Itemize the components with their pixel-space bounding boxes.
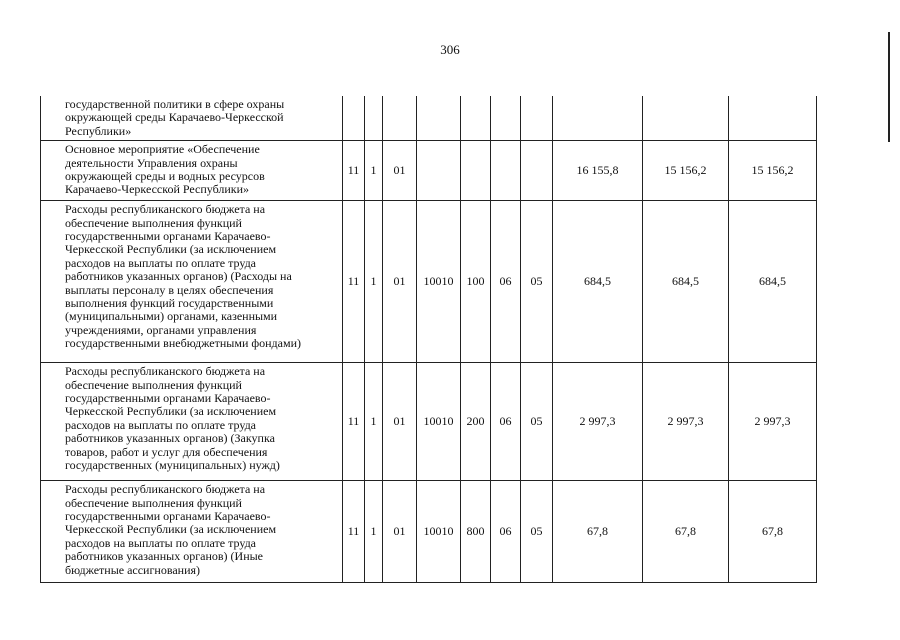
description-line: работников указанных органов) (Закупка (65, 431, 275, 446)
amount-year-3 (729, 96, 817, 141)
amount-year-1: 16 155,8 (553, 141, 643, 201)
code-subsection: 05 (521, 201, 553, 363)
amount-year-3: 67,8 (729, 481, 817, 583)
description-line: Черкесской Республики (за исключением (65, 404, 277, 419)
amount-year-1: 684,5 (553, 201, 643, 363)
amount-year-3: 15 156,2 (729, 141, 817, 201)
row-description (41, 201, 343, 363)
description-line: Черкесской Республики (за исключением (65, 242, 277, 257)
description-line: государственными внебюджетными фондами) (65, 336, 302, 351)
code-direction: 10010 (417, 481, 461, 583)
code-expense-type (461, 96, 491, 141)
description-line: окружающей среды и водных ресурсов (65, 169, 265, 184)
code-section: 06 (491, 481, 521, 583)
code-expense-type: 200 (461, 363, 491, 481)
table-row (41, 363, 817, 481)
row-description (41, 363, 343, 481)
code-main-event: 01 (383, 481, 417, 583)
description-line: Расходы республиканского бюджета на (65, 482, 266, 497)
row-description (41, 96, 343, 141)
description-line: деятельности Управления охраны (65, 155, 238, 170)
code-subprogram (365, 96, 383, 141)
description-line: Республики» (65, 123, 132, 138)
description-line: расходов на выплаты по оплате труда (65, 535, 256, 550)
code-subprogram: 1 (365, 363, 383, 481)
description-line: государственных (муниципальных) нужд) (65, 458, 280, 473)
code-section (491, 141, 521, 201)
code-subsection: 05 (521, 481, 553, 583)
description-line: обеспечение выполнения функций (65, 215, 242, 230)
description-line: выплаты персоналу в целях обеспечения (65, 282, 274, 297)
row-description (41, 481, 343, 583)
code-direction (417, 141, 461, 201)
code-section: 06 (491, 363, 521, 481)
code-subsection: 05 (521, 363, 553, 481)
budget-table (40, 96, 817, 583)
code-section (491, 96, 521, 141)
description-line: обеспечение выполнения функций (65, 377, 242, 392)
amount-year-1: 2 997,3 (553, 363, 643, 481)
description-line: (муниципальными) органами, казенными (65, 309, 278, 324)
code-main-event (383, 96, 417, 141)
table-row (41, 141, 817, 201)
code-expense-type: 100 (461, 201, 491, 363)
code-program (343, 96, 365, 141)
description-line: Черкесской Республики (за исключением (65, 522, 277, 537)
code-program: 11 (343, 363, 365, 481)
code-direction: 10010 (417, 363, 461, 481)
code-main-event: 01 (383, 201, 417, 363)
description-line: государственными органами Карачаево- (65, 509, 271, 524)
code-subsection (521, 141, 553, 201)
amount-year-2: 15 156,2 (643, 141, 729, 201)
table-row (41, 481, 817, 583)
code-expense-type (461, 141, 491, 201)
amount-year-2: 67,8 (643, 481, 729, 583)
description-line: работников указанных органов) (Иные (65, 549, 263, 564)
code-program: 11 (343, 141, 365, 201)
amount-year-3: 2 997,3 (729, 363, 817, 481)
code-subprogram: 1 (365, 141, 383, 201)
scan-edge-line (888, 32, 890, 142)
description-line: обеспечение выполнения функций (65, 495, 242, 510)
table-row (41, 201, 817, 363)
description-line: государственной политики в сфере охраны (65, 97, 285, 111)
amount-year-1: 67,8 (553, 481, 643, 583)
description-line: бюджетные ассигнования) (65, 562, 201, 577)
description-line: государственными органами Карачаево- (65, 391, 271, 406)
code-program: 11 (343, 481, 365, 583)
description-line: учреждениями, органами управления (65, 322, 257, 337)
code-main-event: 01 (383, 363, 417, 481)
description-line: Основное мероприятие «Обеспечение (65, 142, 260, 157)
table-row (41, 96, 817, 141)
description-line: Расходы республиканского бюджета на (65, 202, 266, 217)
description-line: товаров, работ и услуг для обеспечения (65, 444, 268, 459)
description-line: расходов на выплаты по оплате труда (65, 417, 256, 432)
amount-year-3: 684,5 (729, 201, 817, 363)
description-line: расходов на выплаты по оплате труда (65, 255, 256, 270)
code-subprogram: 1 (365, 201, 383, 363)
code-direction: 10010 (417, 201, 461, 363)
code-direction (417, 96, 461, 141)
description-line: выполнения функций государственными (65, 296, 274, 311)
code-subsection (521, 96, 553, 141)
row-description (41, 141, 343, 201)
budget-table-body (41, 96, 817, 583)
code-section: 06 (491, 201, 521, 363)
code-subprogram: 1 (365, 481, 383, 583)
amount-year-2 (643, 96, 729, 141)
description-line: работников указанных органов) (Расходы на (65, 269, 292, 284)
description-line: государственными органами Карачаево- (65, 229, 271, 244)
code-expense-type: 800 (461, 481, 491, 583)
code-program: 11 (343, 201, 365, 363)
amount-year-2: 684,5 (643, 201, 729, 363)
amount-year-2: 2 997,3 (643, 363, 729, 481)
description-line: окружающей среды Карачаево-Черкесской (65, 110, 284, 125)
amount-year-1 (553, 96, 643, 141)
description-line: Карачаево-Черкесской Республики» (65, 182, 250, 197)
description-line: Расходы республиканского бюджета на (65, 364, 266, 379)
code-main-event: 01 (383, 141, 417, 201)
page-number: 306 (440, 42, 460, 57)
